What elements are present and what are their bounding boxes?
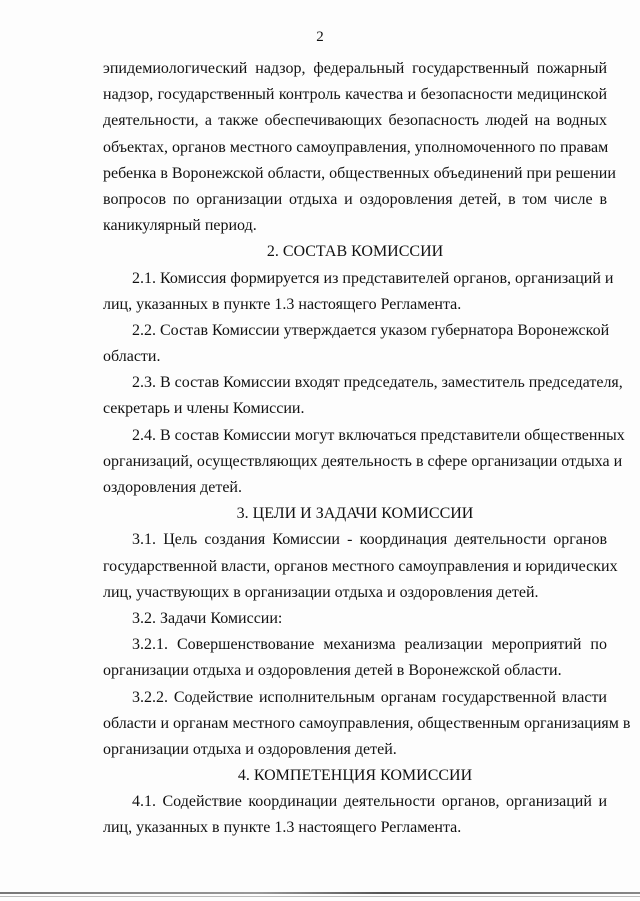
clause-line: организации отдыха и оздоровления детей.	[103, 740, 397, 758]
clause-line: организаций, осуществляющих деятельность в сфере организации отдыха и	[103, 452, 623, 470]
paragraph-line: надзор, государственный контроль качества и безопасности медицинской	[103, 86, 607, 104]
paragraph-line: ребенка в Воронежской области, общественных объединений при решении	[103, 164, 616, 182]
clause-line: области и органам местного самоуправления, общественным организациям в	[103, 714, 631, 732]
paragraph-line: эпидемиологический надзор, федеральный государственный пожарный	[103, 60, 607, 77]
clause-line: оздоровления детей.	[103, 479, 242, 496]
page-number: 2	[316, 29, 324, 45]
clause-line: лиц, указанных в пункте 1.3 настоящего Регламента.	[103, 819, 462, 837]
paragraph-line: деятельности, а также обеспечивающих безопасность людей на водных	[103, 112, 607, 130]
clause-line: 2.3. В состав Комиссии входят председатель, заместитель председателя,	[132, 374, 623, 392]
paragraph-line: объектах, органов местного самоуправления, уполномоченного по правам	[103, 138, 609, 156]
paragraph-line: вопросов по организации отдыха и оздоровления детей, в том числе в	[103, 190, 607, 208]
clause-line: 2.1. Комиссия формируется из представителей органов, организаций и	[132, 269, 614, 287]
clause-line: секретарь и члены Комиссии.	[103, 400, 305, 418]
clause-line: 2.2. Состав Комиссии утверждается указом губернатора Воронежской	[132, 321, 610, 339]
clause-line: 2.4. В состав Комиссии могут включаться представители общественных	[132, 426, 625, 444]
clause-line: 3.1. Цель создания Комиссии - координация деятельности органов	[132, 531, 607, 549]
clause-line: 3.2.1. Совершенствование механизма реализации мероприятий по	[132, 636, 607, 654]
section-heading: 4. КОМПЕТЕНЦИЯ КОМИССИИ	[237, 767, 473, 785]
clause-line: лиц, указанных в пункте 1.3 настоящего Регламента.	[103, 295, 462, 313]
scan-edge-line	[0, 892, 640, 894]
clause-line: государственной власти, органов местного самоуправления и юридических	[103, 557, 618, 575]
section-heading: 2. СОСТАВ КОМИССИИ	[266, 243, 444, 261]
clause-line: 4.1. Содействие координации деятельности органов, организаций и	[132, 793, 607, 811]
section-heading: 3. ЦЕЛИ И ЗАДАЧИ КОМИССИИ	[236, 505, 474, 523]
document-body	[103, 56, 631, 842]
clause-line: 3.2. Задачи Комиссии:	[132, 609, 283, 627]
clause-line: организации отдыха и оздоровления детей в Воронежской области.	[103, 662, 562, 680]
clause-line: лиц, участвующих в организации отдыха и оздоровления детей.	[103, 583, 539, 601]
clause-line: области.	[103, 348, 161, 366]
scan-edge-line	[0, 896, 640, 897]
paragraph-line: каникулярный период.	[103, 217, 257, 235]
clause-line: 3.2.2. Содействие исполнительным органам государственной власти	[132, 688, 607, 706]
